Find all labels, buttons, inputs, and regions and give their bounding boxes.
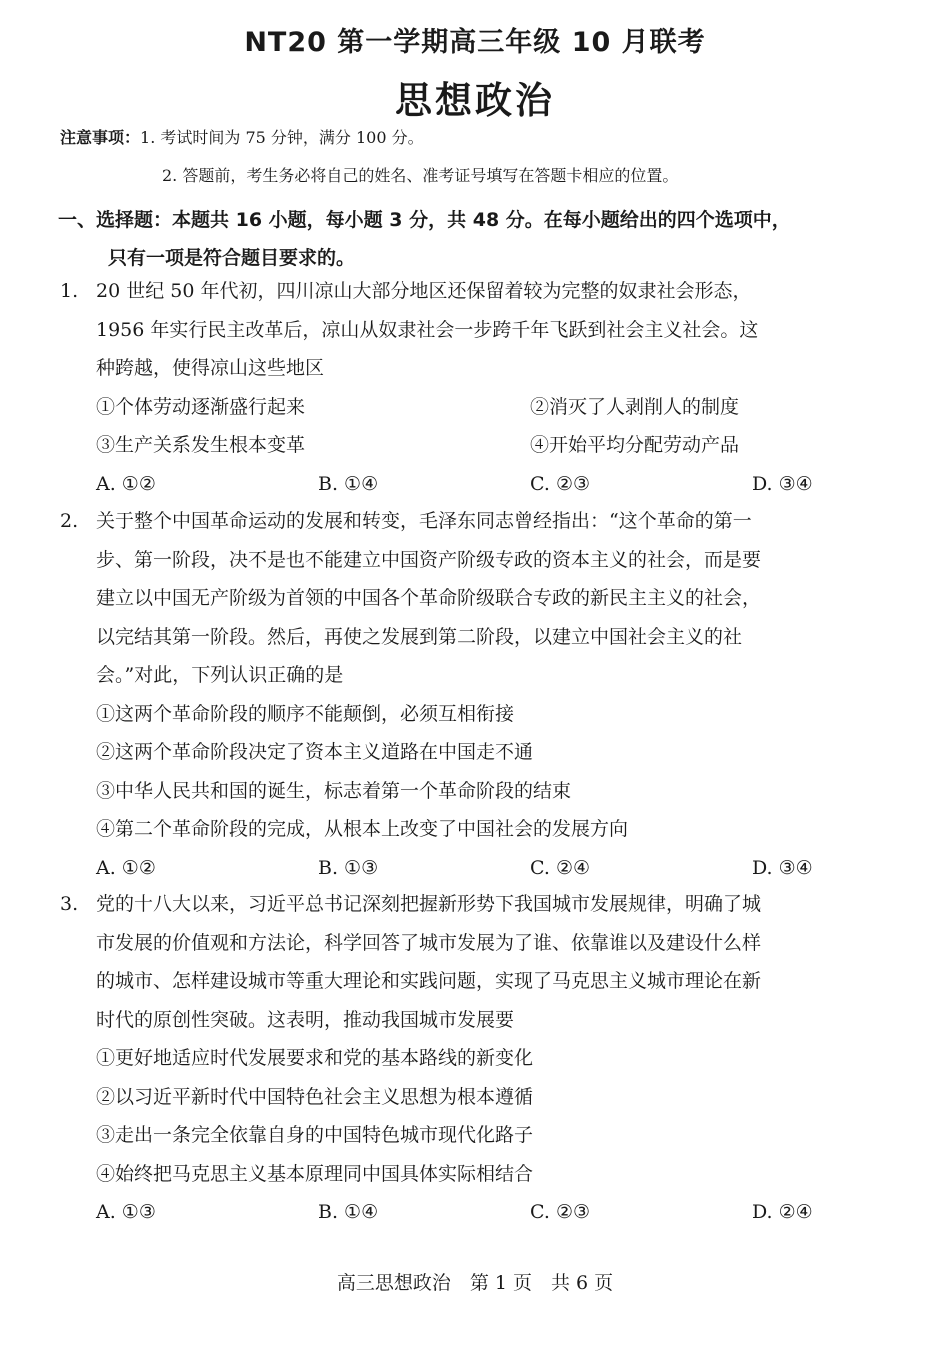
question-text-line: 种跨越，使得凉山这些地区 (96, 357, 325, 379)
choice-c: C. ②④ (530, 856, 591, 879)
question-text-line: 步、第一阶段，决不是也不能建立中国资产阶级专政的资本主义的社会，而是要 (96, 548, 762, 571)
choice-b: B. ①③ (318, 856, 379, 879)
question-3 (60, 885, 898, 1232)
question-text-line: 20 世纪 50 年代初，四川凉山大部分地区还保留着较为完整的奴隶社会形态， (96, 280, 752, 302)
question-text-line: 建立以中国无产阶级为首领的中国各个革命阶级联合专政的新民主主义的社会， (96, 587, 762, 609)
question-text-line: 的城市、怎样建设城市等重大理论和实践问题，实现了马克思主义城市理论在新 (96, 970, 762, 992)
statement-2: ②消灭了人剥削人的制度 (530, 395, 740, 418)
question-text-line: 1956 年实行民主改革后，凉山从奴隶社会一步跨千年飞跃到社会主义社会。这 (96, 318, 759, 341)
question-number: 1. (60, 280, 79, 302)
statement-3: ③生产关系发生根本变革 (96, 434, 306, 456)
page-footer: 高三思想政治 第 1 页 共 6 页 (336, 1272, 614, 1294)
choice-a: A. ①② (96, 856, 156, 879)
statement-row (60, 388, 898, 427)
notes-item-1-text: 1. 考试时间为 75 分钟，满分 100 分。 (140, 128, 424, 147)
choice-a: A. ①③ (96, 1201, 156, 1223)
statement-row (60, 426, 898, 465)
choice-row (60, 1193, 898, 1232)
question-text-line: 市发展的价值观和方法论，科学回答了城市发展为了谁、依靠谁以及建设什么样 (96, 931, 762, 954)
choice-d: D. ③④ (752, 856, 813, 879)
statement-2: ②这两个革命阶段决定了资本主义道路在中国走不通 (96, 741, 534, 763)
subject-title: 思想政治 (395, 79, 555, 122)
question-number: 3. (60, 893, 79, 915)
notes-label: 注意事项： (60, 128, 141, 147)
section-heading-line-1: 一、选择题：本题共 16 小题，每小题 3 分，共 48 分。在每小题给出的四个选项中， (58, 209, 791, 231)
question-text-line: 关于整个中国革命运动的发展和转变，毛泽东同志曾经指出：“这个革命的第一 (96, 510, 752, 532)
statement-1: ①更好地适应时代发展要求和党的基本路线的新变化 (96, 1047, 534, 1069)
question-number: 2. (60, 510, 79, 532)
choice-a: A. ①② (96, 472, 156, 495)
question-text-line: 会。”对此，下列认识正确的是 (96, 664, 344, 686)
choice-b: B. ①④ (318, 1201, 379, 1223)
question-text-line: 党的十八大以来，习近平总书记深刻把握新形势下我国城市发展规律，明确了城 (96, 893, 762, 915)
statement-1: ①这两个革命阶段的顺序不能颠倒，必须互相衔接 (96, 702, 515, 725)
choice-d: D. ②④ (752, 1201, 813, 1223)
statement-4: ④第二个革命阶段的完成，从根本上改变了中国社会的发展方向 (96, 818, 629, 840)
choice-b: B. ①④ (318, 472, 379, 495)
statement-2: ②以习近平新时代中国特色社会主义思想为根本遵循 (96, 1085, 534, 1108)
statement-4: ④开始平均分配劳动产品 (530, 434, 740, 456)
section-heading (58, 201, 908, 277)
choice-c: C. ②③ (530, 1201, 591, 1223)
question-2 (60, 502, 898, 887)
question-1 (60, 272, 898, 503)
statement-4: ④始终把马克思主义基本原理同中国具体实际相结合 (96, 1162, 534, 1185)
statement-3: ③中华人民共和国的诞生，标志着第一个革命阶段的结束 (96, 779, 572, 802)
choice-c: C. ②③ (530, 472, 591, 495)
question-text-line: 时代的原创性突破。这表明，推动我国城市发展要 (96, 1008, 515, 1031)
notes-item-2: 2. 答题前，考生务必将自己的姓名、准考证号填写在答题卡相应的位置。 (162, 166, 679, 185)
exam-title: NT20 第一学期高三年级 10 月联考 (244, 27, 706, 58)
choice-d: D. ③④ (752, 472, 813, 495)
notes-item-1 (60, 128, 424, 148)
question-text-line: 以完结其第一阶段。然后，再使之发展到第二阶段，以建立中国社会主义的社 (96, 625, 743, 648)
statement-1: ①个体劳动逐渐盛行起来 (96, 395, 306, 418)
statement-3: ③走出一条完全依靠自身的中国特色城市现代化路子 (96, 1124, 534, 1146)
choice-row (60, 465, 898, 504)
section-heading-line-2: 只有一项是符合题目要求的。 (108, 247, 356, 269)
choice-row (60, 849, 898, 888)
